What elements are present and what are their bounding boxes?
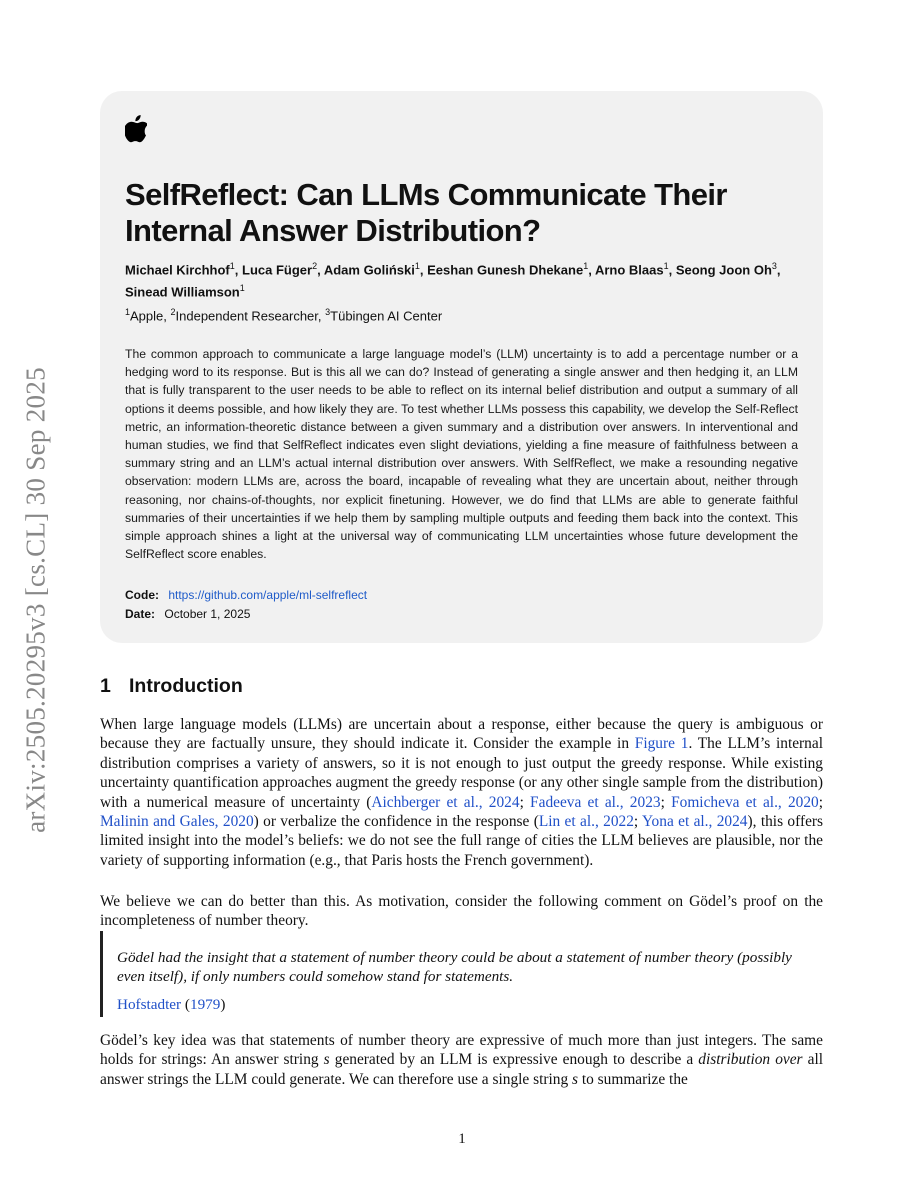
citation-link[interactable]: Figure 1 <box>634 735 689 753</box>
code-link[interactable]: https://github.com/apple/ml-selfreflect <box>168 588 368 602</box>
affiliation-list: $^1$Apple, $^2$Independent Researcher, $^3$Tübingen AI Center <box>125 307 443 324</box>
intro-paragraph-3: Gödel’s key idea was that statements of number theory are expressive of much more than just integers. The same holds for strings: An answer string s generated by an LLM is expressive enough to describe a distribution over all answer strings the LLM could generate. We can therefore use a single string s to summarize the <box>100 1032 824 1088</box>
intro-paragraph-1: When large language models (LLMs) are uncertain about a response, either because the query is ambiguous or because they are factually unsure, they should indicate it. Consider the example in Figure 1. The LLM’s internal distribution comprises a variety of answers, so it is not enough to just output the greedy response. While existing uncertainty quantification approaches augment the greedy response (or any other single sample from the distribution) with a numerical measure of uncertainty (Aichberger et al., 2024; Fadeeva et al., 2023; Fomicheva et al., 2020; Malinin and Gales, 2020) or verbalize the confidence in the response (Lin et al., 2022; Yona et al., 2024), this offers limited insight into the model’s beliefs: we do not see the full range of cities the LLM believes are plausible, nor the variety of supporting information (e.g., that Paris hosts the French government). <box>100 716 824 869</box>
affiliation-name: Tübingen AI Center <box>330 308 443 324</box>
author-name: Sinead Williamson <box>125 284 240 300</box>
affiliation-number: 3 <box>325 307 331 317</box>
page-number: 1 <box>458 1131 466 1147</box>
citation-link[interactable]: Fomicheva et al., 2020 <box>671 793 819 811</box>
author-name: Eeshan Gunesh Dhekane <box>427 262 584 278</box>
affiliation-number: 2 <box>170 307 176 317</box>
section-number: 1 <box>100 675 111 697</box>
author-name: Arno Blaas <box>594 262 664 278</box>
date-value: October 1, 2025 <box>164 607 251 621</box>
author-name: Michael Kirchhof <box>125 262 230 278</box>
abstract: The common approach to communicate a large language model’s (LLM) uncertainty is to add a percentage number or a hedging word to its response. But is this all we can do? Instead of generating a single answer and then hedging it, an LLM that is fully transparent to the user needs to be able to reflect on its internal belief distribution and output a summary of all options it deems possible, and how likely they are. To test whether LLMs possess this capability, we develop the Self-Reflect metric, an information-theoretic distance between a given summary and a distribution over answers. In interventional and human studies, we find that SelfReflect indicates even slight deviations, yielding a fine measure of faithfulness between a summary string and an LLM’s actual internal distribution over answers. With SelfReflect, we make a resounding negative observation: modern LLMs are, across the board, incapable of revealing what they are uncertain about, neither through reasoning, nor chains-of-thoughts, nor explicit finetuning. However, we do find that LLMs are able to generate faithful summaries of their uncertainties if we help them by sampling multiple outputs and feeding them back into the context. This simple approach shines a light at the universal way of communicating LLM uncertainties whose future development the SelfReflect score enables. <box>125 347 798 562</box>
quote-year-citation[interactable]: 1979 <box>189 996 221 1013</box>
author-affiliation-mark: 1 <box>414 261 420 271</box>
quote-text: Gödel had the insight that a statement of number theory could be about a statement of number theory (possibly even itself), if only numbers could somehow stand for statements. <box>117 949 792 985</box>
quote-author-citation[interactable]: Hofstadter <box>117 996 182 1013</box>
author-affiliation-mark: 1 <box>583 261 589 271</box>
citation-link[interactable]: Malinin and Gales, 2020 <box>100 813 254 831</box>
affiliation-name: Independent Researcher <box>175 308 318 324</box>
author-affiliation-mark: 2 <box>312 261 318 271</box>
quote-block <box>100 931 823 1017</box>
author-name: Adam Goliński <box>323 262 415 278</box>
author-name: Luca Füger <box>242 262 313 278</box>
affiliation-name: Apple <box>130 308 164 324</box>
arxiv-sidebar <box>0 0 80 1200</box>
author-list: Michael Kirchhof$^1$, Luca Füger$^2$, Adam Goliński$^1$, Eeshan Gunesh Dhekane$^1$, Arno Blaas$^1$, Seong Joon Oh$^3$, Sinead Williamson$^1$ <box>125 261 781 300</box>
emphasis-text: s <box>323 1051 330 1069</box>
citation-link[interactable]: Yona et al., 2024 <box>641 813 748 831</box>
affiliation-number: 1 <box>125 307 131 317</box>
section-heading <box>100 674 243 698</box>
code-line <box>125 587 805 603</box>
date-line <box>125 606 805 622</box>
apple-logo-icon <box>125 114 147 144</box>
code-label: Code: <box>125 588 159 602</box>
citation-link[interactable]: Fadeeva et al., 2023 <box>530 793 661 811</box>
intro-paragraph-2: We believe we can do better than this. As motivation, consider the following comment on Gödel’s proof on the incompleteness of number theory. <box>100 893 823 930</box>
emphasis-text: distribution over <box>698 1051 803 1069</box>
author-affiliation-mark: 1 <box>663 261 669 271</box>
header-card <box>100 91 823 643</box>
quote-source: Hofstadter (1979) <box>117 996 226 1013</box>
author-affiliation-mark: 3 <box>771 261 777 271</box>
author-affiliation-mark: 1 <box>239 283 245 294</box>
arxiv-identifier: arXiv:2505.20295v3 [cs.CL] 30 Sep 2025 <box>20 367 51 833</box>
author-name: Seong Joon Oh <box>675 262 772 278</box>
paper-title: SelfReflect: Can LLMs Communicate Their Internal Answer Distribution? <box>125 177 727 248</box>
author-affiliation-mark: 1 <box>229 261 235 271</box>
emphasis-text: s <box>572 1070 579 1088</box>
section-title: Introduction <box>129 675 243 697</box>
citation-link[interactable]: Lin et al., 2022 <box>538 813 634 831</box>
citation-link[interactable]: Aichberger et al., 2024 <box>371 793 520 811</box>
date-label: Date: <box>125 607 156 621</box>
